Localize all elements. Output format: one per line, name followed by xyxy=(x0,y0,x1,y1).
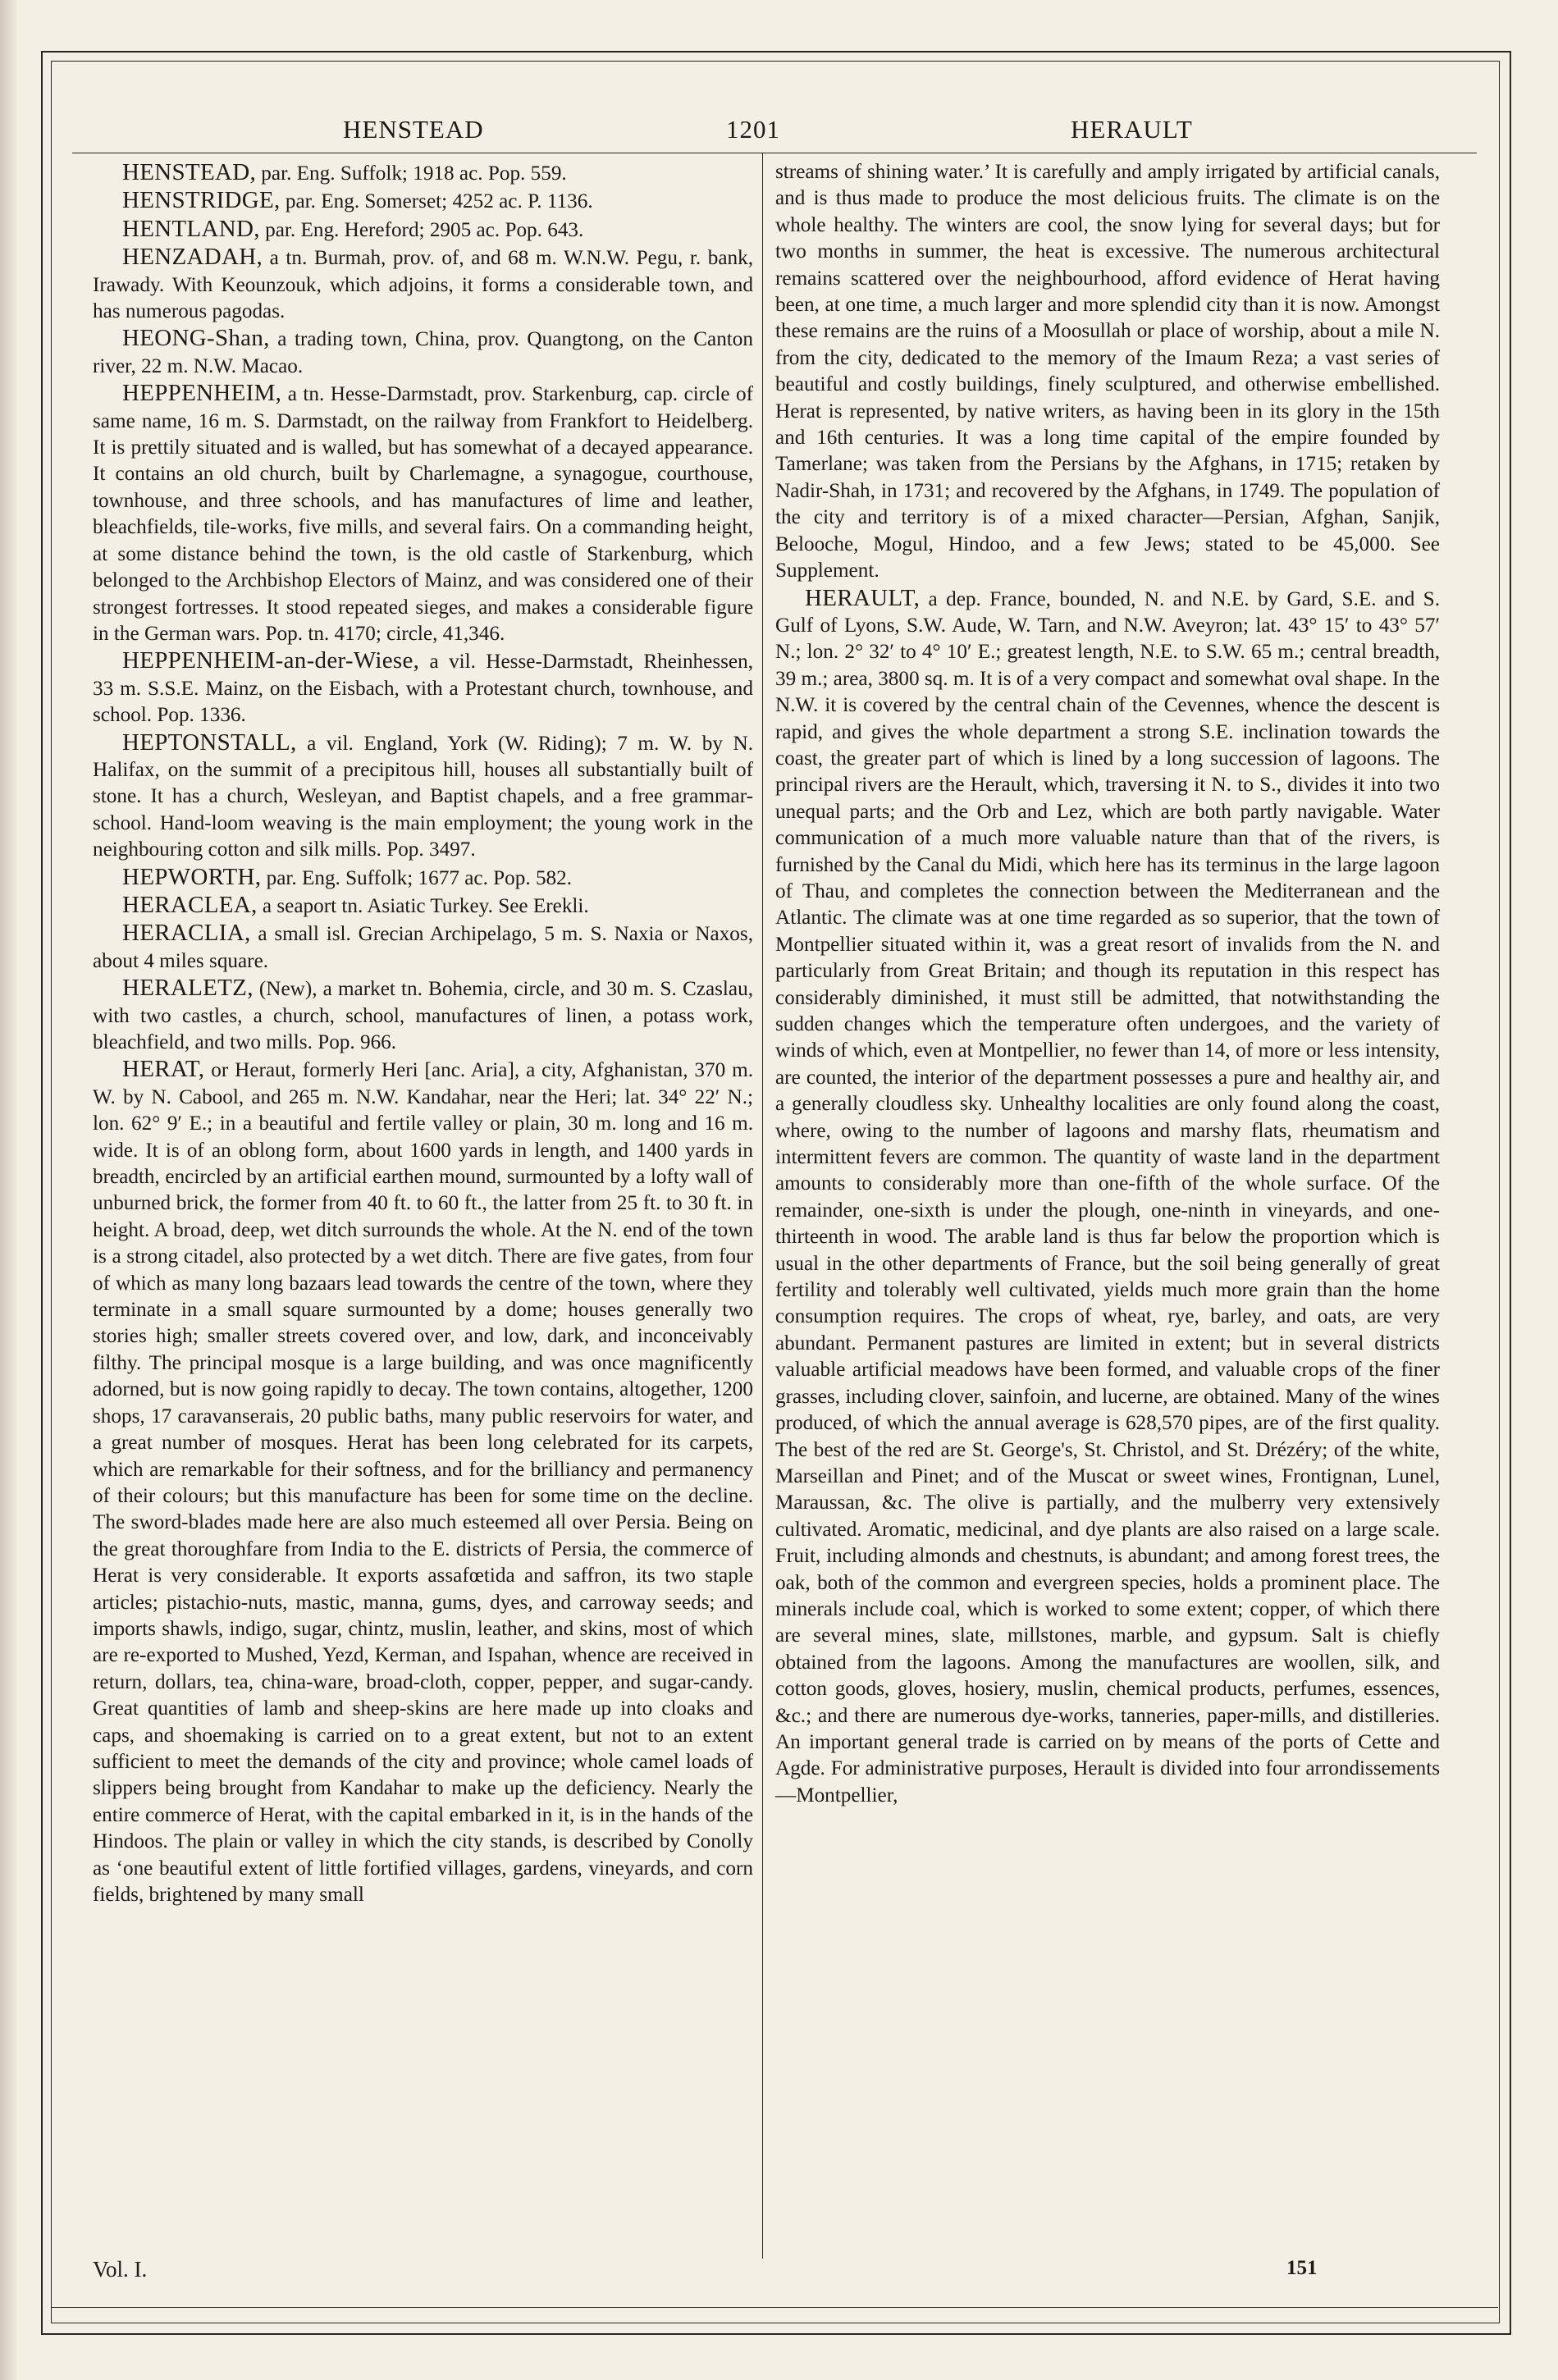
entry xyxy=(93,244,753,325)
entry-text: par. Eng. Suffolk; 1918 ac. Pop. 559. xyxy=(256,162,567,185)
entry xyxy=(93,325,753,380)
column-divider xyxy=(762,153,763,2259)
entry-headword: HEPPENHEIM, xyxy=(122,380,282,407)
entry-text: a vil. England, York (W. Riding); 7 m. W. by N. Halifax, on the summit of a precipitous hill, houses all substantially built of stone. It has a church, Wesleyan, and Baptist chapels, and a free grammar-school. Hand-loom weaving is the main employment; the young work in the neighbouring cotton and silk mills. Pop. 3497. xyxy=(93,732,753,861)
left-column xyxy=(93,159,753,1908)
running-header xyxy=(66,115,1485,153)
entry xyxy=(93,975,753,1056)
header-right-word: HERAULT xyxy=(1071,115,1193,144)
volume-label: Vol. I. xyxy=(93,2257,148,2282)
entry xyxy=(93,1056,753,1908)
entry-headword: HERALETZ, xyxy=(122,975,254,1002)
entry-continuation: streams of shining water.’ It is carefully and amply irrigated by artificial canals, and is thus made to produce the most delicious fruits. The climate is on the whole healthy. The winters are cool, the snow lying for several days; but for two months in summer, the heat is excessive. The numerous architectural remains scattered over the neighbourhood, afford evidence of Herat having been, at one time, a much larger and more splendid city than it is now. Amongst these remains are the ruins of a Moosullah or place of worship, about a mile N. from the city, dedicated to the memory of the Imaum Reza; a vast series of beautiful and costly buildings, finely sculptured, and otherwise embellished. Herat is represented, by native writers, as having been in its glory in the 15th and 16th centuries. It was a long time capital of the empire founded by Tamerlane; was taken from the Persians by the Afghans, in 1715; retaken by Nadir-Shah, in 1731; and recovered by the Afghans, in 1749. The population of the city and territory is of a mixed character—Persian, Afghan, Sanjik, Belooche, Mogul, Hindoo, and a few Jews; stated to be 45,000. See Supplement. xyxy=(775,161,1440,582)
entry-text: par. Eng. Hereford; 2905 ac. Pop. 643. xyxy=(259,218,584,241)
entry xyxy=(93,892,753,920)
entry-headword: HEPWORTH, xyxy=(122,863,262,890)
entry-headword: HENSTEAD, xyxy=(122,159,256,185)
entry xyxy=(93,380,753,647)
entry-headword: HENZADAH, xyxy=(122,244,263,271)
entry-text: a seaport tn. Asiatic Turkey. See Erekli. xyxy=(257,894,589,917)
entry xyxy=(775,585,1440,1810)
right-column xyxy=(775,159,1440,1809)
entry xyxy=(93,187,753,215)
entry-headword: HEPTONSTALL, xyxy=(122,729,297,756)
scan-edge xyxy=(0,0,16,2380)
header-left-word: HENSTEAD xyxy=(343,115,484,144)
entry-text: a tn. Burmah, prov. of, and 68 m. W.N.W. Pegu, r. bank, Irawady. With Keounzouk, which adjoins, it forms a considerable town, and has numerous pagodas. xyxy=(93,247,753,323)
entry-text: a trading town, China, prov. Quangtong, on the Canton river, 22 m. N.W. Macao. xyxy=(93,328,753,377)
entry xyxy=(93,864,753,892)
entry xyxy=(93,647,753,729)
entry-text: (New), a market tn. Bohemia, circle, and 30 m. S. Czaslau, with two castles, a church, school, manufactures of linen, a potass work, bleachfield, and two mills. Pop. 966. xyxy=(93,978,753,1053)
entry-headword: HERAULT, xyxy=(805,584,921,611)
entry xyxy=(93,159,753,187)
entry-headword: HEONG-Shan, xyxy=(122,325,270,352)
entry-text: a tn. Hesse-Darmstadt, prov. Starkenburg, cap. circle of same name, 16 m. S. Darmstadt, on the railway from Frankfort to Heidelberg. It is prettily situated and is walled, but has somewhat of a decayed appearance. It contains an old church, built by Charlemagne, a synagogue, courthouse, townhouse, and three schools, and has manufactures of lime and leather, bleachfields, tile-works, five mills, and several fairs. On a commanding height, at some distance behind the town, is the old castle of Starkenburg, which belonged to the Archbishop Electors of Mainz, and was considered one of their strongest fortresses. It stood repeated sieges, and makes a considerable figure in the German wars. Pop. tn. 4170; circle, 41,346. xyxy=(93,383,753,645)
entry-headword: HERACLIA, xyxy=(122,920,251,947)
entry-headword: HERAT, xyxy=(122,1056,205,1083)
entry-text: par. Eng. Somerset; 4252 ac. P. 1136. xyxy=(280,190,593,213)
entry xyxy=(93,920,753,975)
entry xyxy=(93,729,753,864)
entry xyxy=(93,216,753,244)
entry-headword: HENTLAND, xyxy=(122,215,260,242)
signature-mark: 151 xyxy=(1286,2257,1318,2279)
entry-text: or Heraut, formerly Heri [anc. Aria], a city, Afghanistan, 370 m. W. by N. Cabool, and 265 m. N.W. Kandahar, near the Heri; lat. 34° 22′ N.; lon. 62° 9′ E.; in a beautiful and fertile valley or plain, 30 m. long and 16 m. wide. It is of an oblong form, about 1600 yards in length, and 1400 yards in breadth, encircled by an artificial earthen mound, surmounted by a lofty wall of unburned brick, the former from 40 ft. to 60 ft., the latter from 25 ft. to 30 ft. in height. A broad, deep, wet ditch surrounds the whole. At the N. end of the town is a strong citadel, also protected by a wet ditch. There are five gates, from four of which as many long bazaars lead towards the centre of the town, where they terminate in a small square surmounted by a dome; houses generally two stories high; smaller streets covered over, and low, dark, and inconceivably filthy. The principal mosque is a large building, and was once magnificently adorned, but is now going rapidly to decay. The town contains, altogether, 1200 shops, 17 caravanserais, 20 public baths, many public reservoirs for water, and a great number of mosques. Herat has been long celebrated for its carpets, which are remarkable for their softness, and for the brilliancy and permanency of their colours; but this manufacture has been for some time on the decline. The sword-blades made here are also much esteemed all over Persia. Being on the great thoroughfare from India to the E. districts of Persia, the commerce of Herat is very considerable. It exports assafœtida and saffron, its two staple articles; pistachio-nuts, mastic, manna, gums, dyes, and carroway seeds; and imports shawls, indigo, sugar, chintz, muslin, leather, and skins, most of which are re-exported to Mushed, Yezd, Kerman, and Ispahan, whence are received in return, dollars, tea, china-ware, broad-cloth, copper, pepper, and sugar-candy. Great quantities of lamb and sheep-skins are here made up into cloaks and caps, and shoemaking is carried on to a great extent, but not to an extent sufficient to meet the demands of the city and province; whole camel loads of slippers being brought from Kandahar to make up the deficiency. Nearly the entire commerce of Herat, with the capital embarked in it, is in the hands of the Hindoos. The plain or valley in which the city stands, is described by Conolly as ‘one beautiful extent of little fortified villages, gardens, vineyards, and corn fields, brightened by many small xyxy=(93,1059,753,1906)
entry-text: par. Eng. Suffolk; 1677 ac. Pop. 582. xyxy=(261,866,573,889)
entry-text: a small isl. Grecian Archipelago, 5 m. S. Naxia or Naxos, about 4 miles square. xyxy=(93,923,753,972)
entry-headword: HENSTRIDGE, xyxy=(122,187,281,214)
entry-headword: HERACLEA, xyxy=(122,891,258,918)
entry-text: a dep. France, bounded, N. and N.E. by Gard, S.E. and S. Gulf of Lyons, S.W. Aude, W. Tarn, and N.W. Aveyron; lat. 43° 15′ to 43° 57′ N.; lon. 2° 32′ to 4° 10′ E.; greatest length, N.E. to S.W. 65 m.; central breadth, 39 m.; area, 3800 sq. m. It is of a very compact and somewhat oval shape. In the N.W. it is covered by the central chain of the Cevennes, whence the descent is rapid, and gives the whole department a strong S.E. inclination towards the coast, the greater part of which is lined by a long succession of lagoons. The principal rivers are the Herault, which, traversing it N. to S., divides it into two unequal parts; and the Orb and Lez, which are both partly navigable. Water communication of a much more valuable nature than that of the rivers, is furnished by the Canal du Midi, which here has its terminus in the large lagoon of Thau, and completes the connection between the Mediterranean and the Atlantic. The climate was at one time regarded as so superior, that the town of Montpellier situated within it, was a great resort of invalids from the N. and particularly from Great Britain; and though its reputation in this respect has considerably diminished, it must still be admitted, that notwithstanding the sudden changes which the temperature often undergoes, and the variety of winds of which, even at Montpellier, no fewer than 14, of more or less intensity, are counted, the interior of the department possesses a pure and healthy air, and a generally cloudless sky. Unhealthy localities are only found along the coast, where, owing to the number of lagoons and marshy flats, rheumatism and intermittent fevers are common. The quantity of waste land in the department amounts to considerably more than one-fifth of the whole surface. Of the remainder, one-sixth is under the plough, one-ninth in vineyards, and one-thirteenth in wood. The arable land is thus far below the proportion which is usual in the other departments of France, but the soil being generally of great fertility and tolerably well cultivated, yields much more grain than the home consumption requires. The crops of wheat, rye, barley, and oats, are very abundant. Permanent pastures are limited in extent; but in several districts valuable artificial meadows have been formed, and valuable crops of the finer grasses, including clover, sainfoin, and lucerne, are obtained. Many of the wines produced, of which the annual average is 628,570 pipes, are of the first quality. The best of the red are St. George's, St. Christol, and St. Drézéry; of the white, Marseillan and Pinet; and of the Muscat or sweet wines, Frontignan, Lunel, Maraussan, &c. The olive is partially, and the mulberry very extensively cultivated. Aromatic, medicinal, and dye plants are also raised on a large scale. Fruit, including almonds and chestnuts, is abundant; and among forest trees, the oak, both of the common and evergreen species, holds a prominent place. The minerals include coal, which is worked to some extent; copper, of which there are several mines, slate, millstones, marble, and gypsum. Salt is chiefly obtained from the lagoons. Among the manufactures are woollen, silk, and cotton goods, gloves, hosiery, muslin, chemical products, perfumes, essences, &c.; and there are numerous dye-works, tanneries, paper-mills, and distilleries. An important general trade is carried on by means of the ports of Cette and Agde. For administrative purposes, Herault is divided into four arrondissements—Montpellier, xyxy=(775,587,1440,1807)
entry-text: a vil. Hesse-Darmstadt, Rheinhessen, 33 m. S.S.E. Mainz, on the Eisbach, with a Protestant church, townhouse, and school. Pop. 1336. xyxy=(93,651,753,727)
entry-headword: HEPPENHEIM-an-der-Wiese, xyxy=(122,647,420,674)
page-number: 1201 xyxy=(726,115,780,144)
footer-rule xyxy=(51,2307,1498,2308)
